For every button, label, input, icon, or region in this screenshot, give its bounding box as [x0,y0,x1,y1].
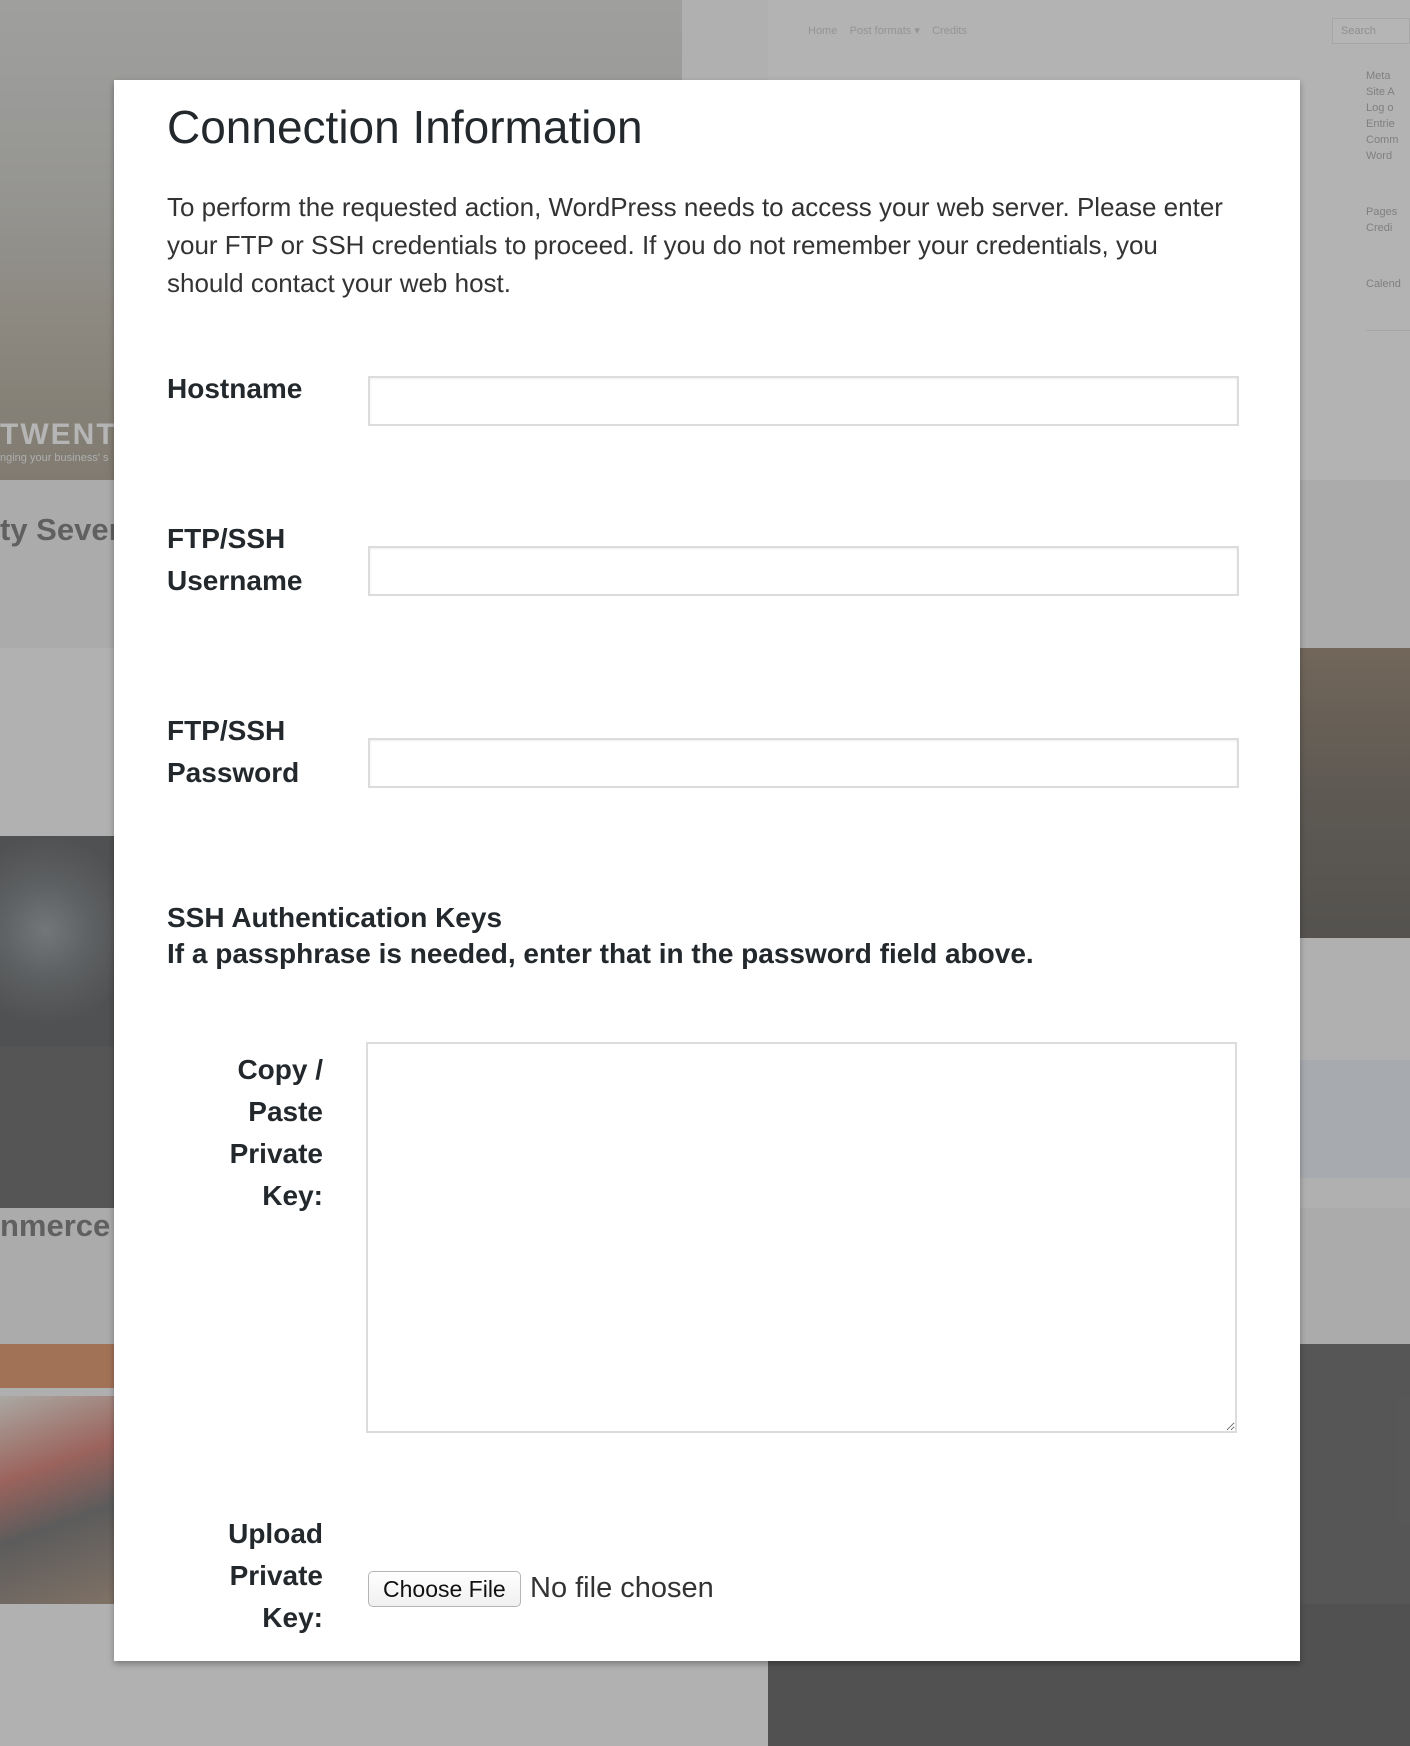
username-label: FTP/SSH Username [167,523,303,596]
dialog-description: To perform the requested action, WordPress needs to access your web server. Please enter your FTP or SSH credentials to proceed. If you do not remember your credentials, you should contact your web host. [167,192,1223,298]
private-key-paste-label: Copy / Paste Private Key: [229,1054,323,1211]
hostname-label: Hostname [167,373,303,404]
username-input[interactable] [368,546,1239,596]
ssh-keys-section [167,900,1034,972]
ssh-keys-note: If a passphrase is needed, enter that in the password field above. [167,938,1034,969]
ssh-keys-heading: SSH Authentication Keys [167,902,503,933]
private-key-upload-label: Upload Private Key: [228,1518,323,1633]
password-label: FTP/SSH Password [167,715,300,788]
dialog-title: Connection Information [167,101,643,153]
hostname-input[interactable] [368,376,1239,426]
password-input[interactable] [368,738,1239,788]
choose-file-button[interactable]: Choose File [368,1571,521,1607]
private-key-textarea[interactable] [366,1042,1237,1433]
file-status-text: No file chosen [530,1572,714,1604]
connection-info-dialog [114,80,1300,1661]
